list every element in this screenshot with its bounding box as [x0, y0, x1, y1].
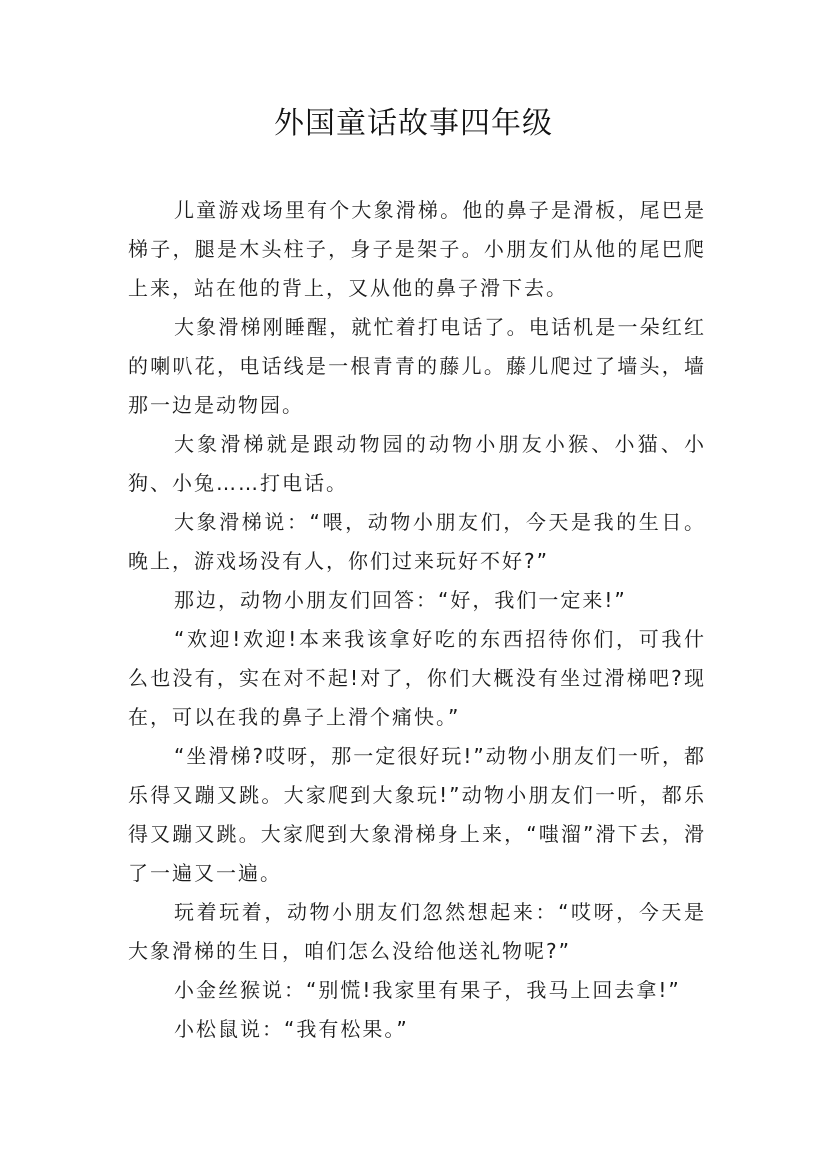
paragraph: 玩着玩着，动物小朋友们忽然想起来：“哎呀，今天是大象滑梯的生日，咱们怎么没给他送礼物呢?”: [128, 900, 706, 963]
paragraph: “坐滑梯?哎呀，那一定很好玩!”动物小朋友们一听，都乐得又蹦又跳。大家爬到大象玩!”动物小朋友们一听，都乐得又蹦又跳。大家爬到大象滑梯身上来，“嗤溜”滑下去，滑了一遍又一遍。: [128, 744, 706, 885]
paragraph: 小松鼠说：“我有松果。”: [174, 1017, 409, 1041]
page-title: 外国童话故事四年级: [274, 106, 553, 141]
paragraph: 小金丝猴说：“别慌!我家里有果子，我马上回去拿!”: [174, 978, 681, 1002]
paragraph: 大象滑梯说：“喂，动物小朋友们，今天是我的生日。晚上，游戏场没有人，你们过来玩好不好?”: [128, 510, 706, 573]
paragraph: 大象滑梯就是跟动物园的动物小朋友小猴、小猫、小狗、小兔……打电话。: [128, 432, 706, 495]
paragraph: 那边，动物小朋友们回答：“好，我们一定来!”: [174, 588, 627, 612]
story-body: [128, 191, 706, 1049]
paragraph: “欢迎!欢迎!本来我该拿好吃的东西招待你们，可我什么也没有，实在对不起!对了，你们大概没有坐过滑梯吧?现在，可以在我的鼻子上滑个痛快。”: [128, 627, 706, 729]
paragraph: 儿童游戏场里有个大象滑梯。他的鼻子是滑板，尾巴是梯子，腿是木头柱子，身子是架子。小朋友们从他的尾巴爬上来，站在他的背上，又从他的鼻子滑下去。: [128, 198, 706, 300]
paragraph: 大象滑梯刚睡醒，就忙着打电话了。电话机是一朵红红的喇叭花，电话线是一根青青的藤儿。藤儿爬过了墙头，墙那一边是动物园。: [128, 315, 706, 417]
